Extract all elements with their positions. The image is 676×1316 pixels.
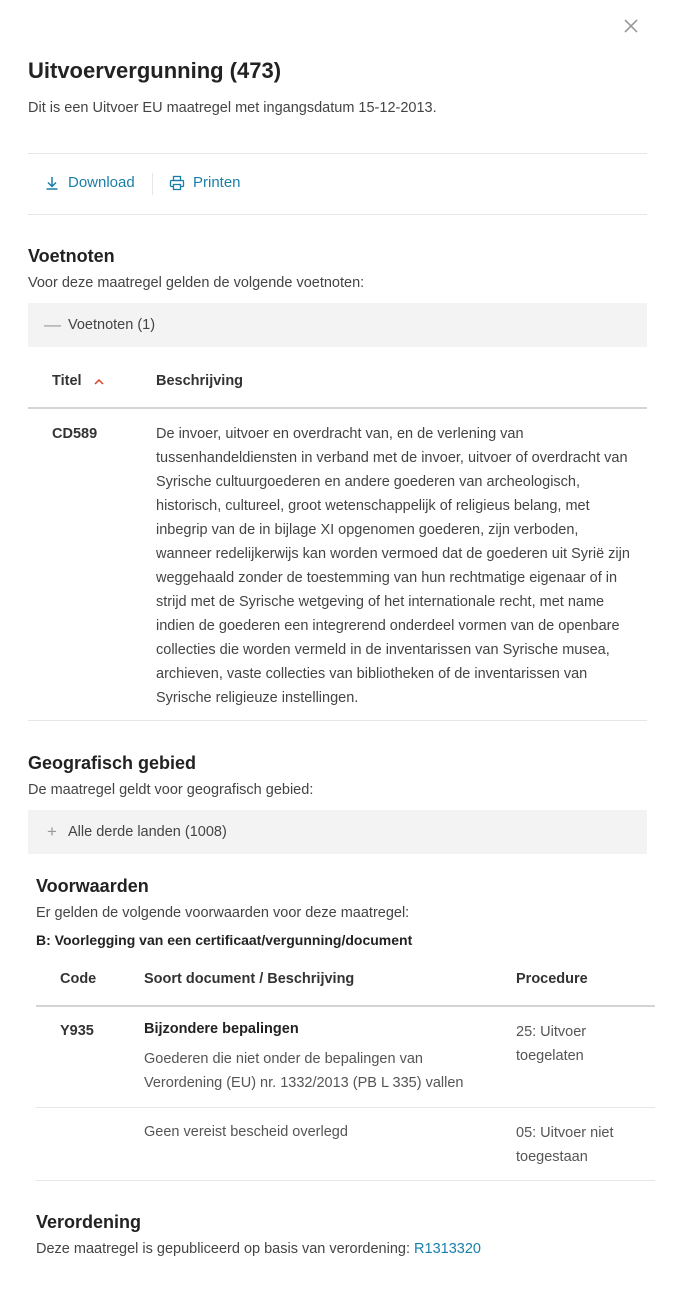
geo-intro: De maatregel geldt voor geografisch gebied:	[28, 782, 314, 798]
condition-code: Y935	[60, 1023, 94, 1039]
table-row-divider	[36, 1107, 655, 1108]
column-header-code: Code	[60, 971, 97, 987]
footnotes-intro: Voor deze maatregel gelden de volgende voetnoten:	[28, 275, 365, 291]
download-icon	[44, 175, 60, 191]
geo-heading: Geografisch gebied	[28, 753, 197, 773]
footnotes-accordion-label: Voetnoten (1)	[68, 317, 156, 333]
divider	[28, 153, 647, 154]
footnotes-accordion[interactable]	[28, 303, 647, 347]
condition-doc-description: Goederen die niet onder de bepalingen van Verordening (EU) nr. 1332/2013 (PB L 335) vallen	[144, 1051, 464, 1091]
regulation-link[interactable]: R1313320	[414, 1241, 481, 1257]
condition-procedure: 05: Uitvoer niet toegestaan	[516, 1125, 614, 1165]
column-header-document: Soort document / Beschrijving	[144, 971, 355, 987]
conditions-group-title: B: Voorlegging van een certificaat/vergunning/document	[36, 932, 413, 948]
regulation-text: Deze maatregel is gepubliceerd op basis van verordening:	[36, 1241, 410, 1257]
condition-doc-description: Geen vereist bescheid overlegd	[144, 1124, 348, 1140]
table-row-divider	[36, 1180, 655, 1181]
footnote-code: CD589	[52, 426, 98, 442]
column-header-title[interactable]: Titel	[52, 373, 82, 389]
table-header-divider	[28, 407, 647, 409]
print-label: Printen	[193, 174, 241, 191]
close-icon[interactable]	[620, 15, 642, 37]
download-label: Download	[68, 174, 135, 191]
table-header-divider	[36, 1005, 655, 1007]
geo-accordion[interactable]	[28, 810, 647, 854]
column-header-description: Beschrijving	[156, 373, 244, 389]
condition-doc-title: Bijzondere bepalingen	[144, 1021, 299, 1037]
regulation-heading: Verordening	[36, 1212, 142, 1232]
page-title: Uitvoervergunning (473)	[28, 58, 282, 83]
geo-accordion-label: Alle derde landen (1008)	[68, 824, 227, 840]
download-button[interactable]	[44, 174, 135, 191]
page-subtitle: Dit is een Uitvoer EU maatregel met ingangsdatum 15-12-2013.	[28, 100, 437, 116]
footnote-description: De invoer, uitvoer en overdracht van, en de verlening van tussenhandeldiensten in verband met de invoer, uitvoer of overdracht van Syrische cultuurgoederen en andere goederen van archeologisch, historisch, cultureel, groot wetenschappelijk of religieus belang, met inbegrip van de in bijlage XI opgenomen goederen, zijn verboden, wanneer redelijkerwijs kan worden vermoed dat de goederen uit Syrië zijn weggehaald zonder de toestemming van hun rechtmatige eigenaar of in strijd met de Syrische wetgeving of het internationale recht, met name indien de goederen een integrerend onderdeel vormen van de openbare collecties die worden vermeld in de inventarissen van Syrische musea, archieven, vaste collecties van bibliotheken of de inventarissen van Syrische religieuze instellingen.	[156, 426, 630, 706]
condition-procedure: 25: Uitvoer toegelaten	[516, 1024, 587, 1064]
print-icon	[169, 175, 185, 191]
divider	[28, 720, 647, 721]
chevron-up-icon[interactable]	[93, 377, 105, 387]
regulation-text-row	[36, 1241, 481, 1257]
footnotes-heading: Voetnoten	[28, 246, 115, 266]
conditions-intro: Er gelden de volgende voorwaarden voor deze maatregel:	[36, 905, 410, 921]
conditions-heading: Voorwaarden	[36, 876, 149, 896]
column-header-procedure: Procedure	[516, 971, 588, 987]
print-button[interactable]	[169, 174, 241, 191]
minus-icon: —	[44, 315, 61, 334]
action-separator	[152, 173, 153, 195]
plus-icon: +	[47, 822, 57, 841]
divider	[28, 214, 647, 215]
